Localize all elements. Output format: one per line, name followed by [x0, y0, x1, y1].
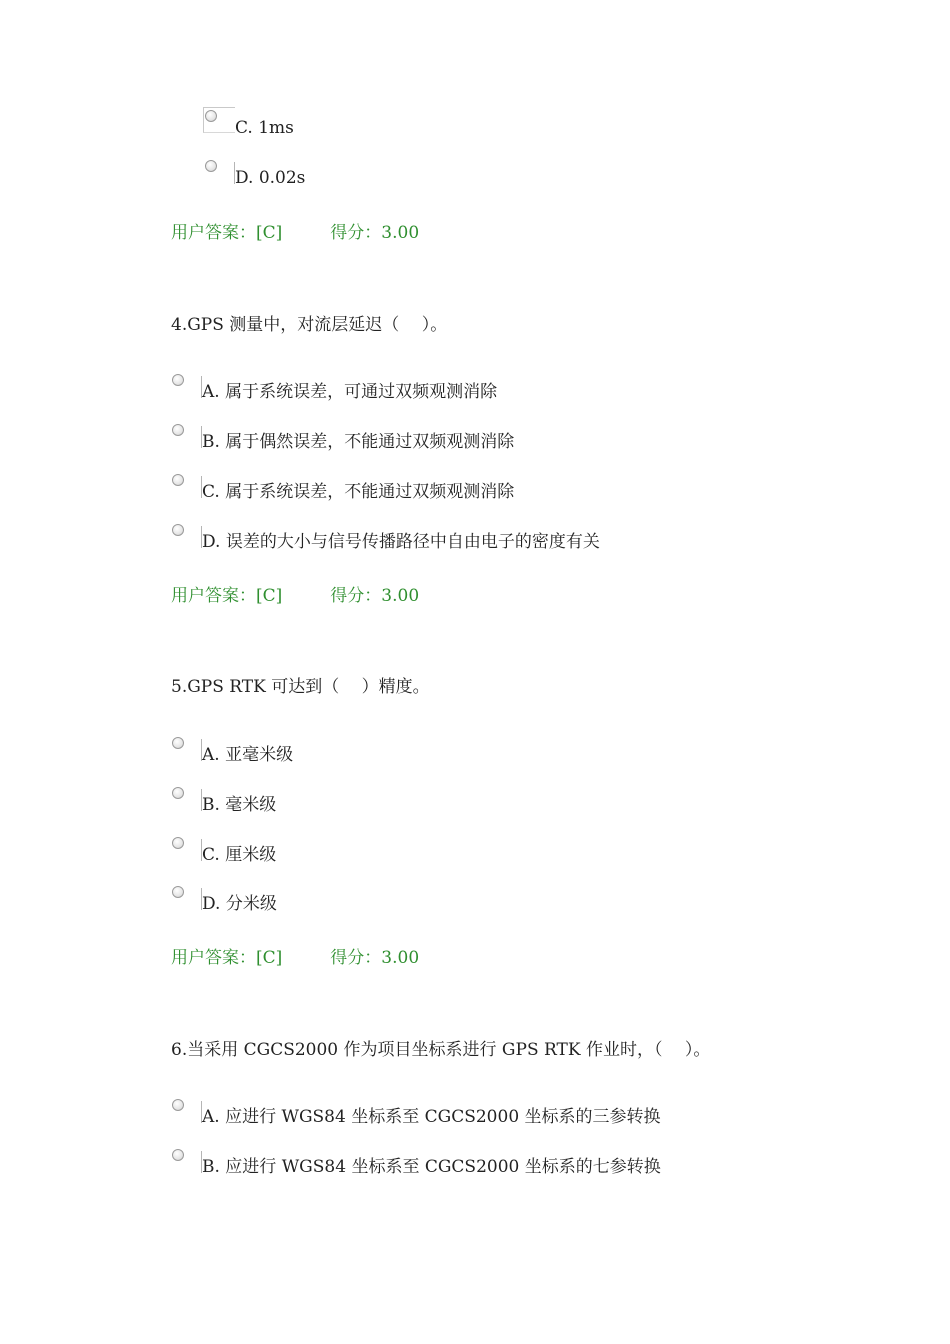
- option-label: C. 厘米级: [202, 845, 277, 865]
- radio-icon[interactable]: [172, 737, 184, 749]
- radio-icon[interactable]: [172, 524, 184, 536]
- radio-icon[interactable]: [172, 837, 184, 849]
- q4-answer-row: [171, 586, 419, 606]
- radio-icon[interactable]: [172, 474, 184, 486]
- radio-icon[interactable]: [205, 160, 217, 172]
- option-label: D. 分米级: [202, 894, 277, 914]
- option-label: A. 应进行 WGS84 坐标系至 CGCS2000 坐标系的三参转换: [202, 1107, 661, 1127]
- radio-icon[interactable]: [172, 1149, 184, 1161]
- question-6-text: 6.当采用 CGCS2000 作为项目坐标系进行 GPS RTK 作业时，（ ）。: [171, 1040, 711, 1060]
- option-label: A. 亚毫米级: [202, 745, 294, 765]
- score: 得分：3.00: [330, 586, 420, 606]
- option-label: C. 属于系统误差，不能通过双频观测消除: [202, 482, 515, 502]
- option-label: B. 应进行 WGS84 坐标系至 CGCS2000 坐标系的七参转换: [202, 1157, 661, 1177]
- option-label: B. 属于偶然误差，不能通过双频观测消除: [202, 432, 515, 452]
- radio-icon[interactable]: [172, 374, 184, 386]
- option-label: B. 毫米级: [202, 795, 277, 815]
- option-label: A. 属于系统误差，可通过双频观测消除: [202, 382, 498, 402]
- radio-icon[interactable]: [205, 110, 217, 122]
- user-answer: 用户答案：[C]: [171, 223, 283, 243]
- radio-icon[interactable]: [172, 787, 184, 799]
- radio-icon[interactable]: [172, 886, 184, 898]
- option-label: D. 0.02s: [235, 168, 306, 188]
- option-label: D. 误差的大小与信号传播路径中自由电子的密度有关: [202, 532, 600, 552]
- user-answer: 用户答案：[C]: [171, 586, 283, 606]
- q3-answer-row: [171, 223, 419, 243]
- score: 得分：3.00: [330, 223, 420, 243]
- option-label: C. 1ms: [235, 118, 294, 138]
- radio-icon[interactable]: [172, 424, 184, 436]
- question-4-text: 4.GPS 测量中，对流层延迟（ ）。: [171, 315, 448, 335]
- radio-icon[interactable]: [172, 1099, 184, 1111]
- user-answer: 用户答案：[C]: [171, 948, 283, 968]
- question-5-text: 5.GPS RTK 可达到（ ）精度。: [171, 677, 430, 697]
- score: 得分：3.00: [330, 948, 420, 968]
- q5-answer-row: [171, 948, 419, 968]
